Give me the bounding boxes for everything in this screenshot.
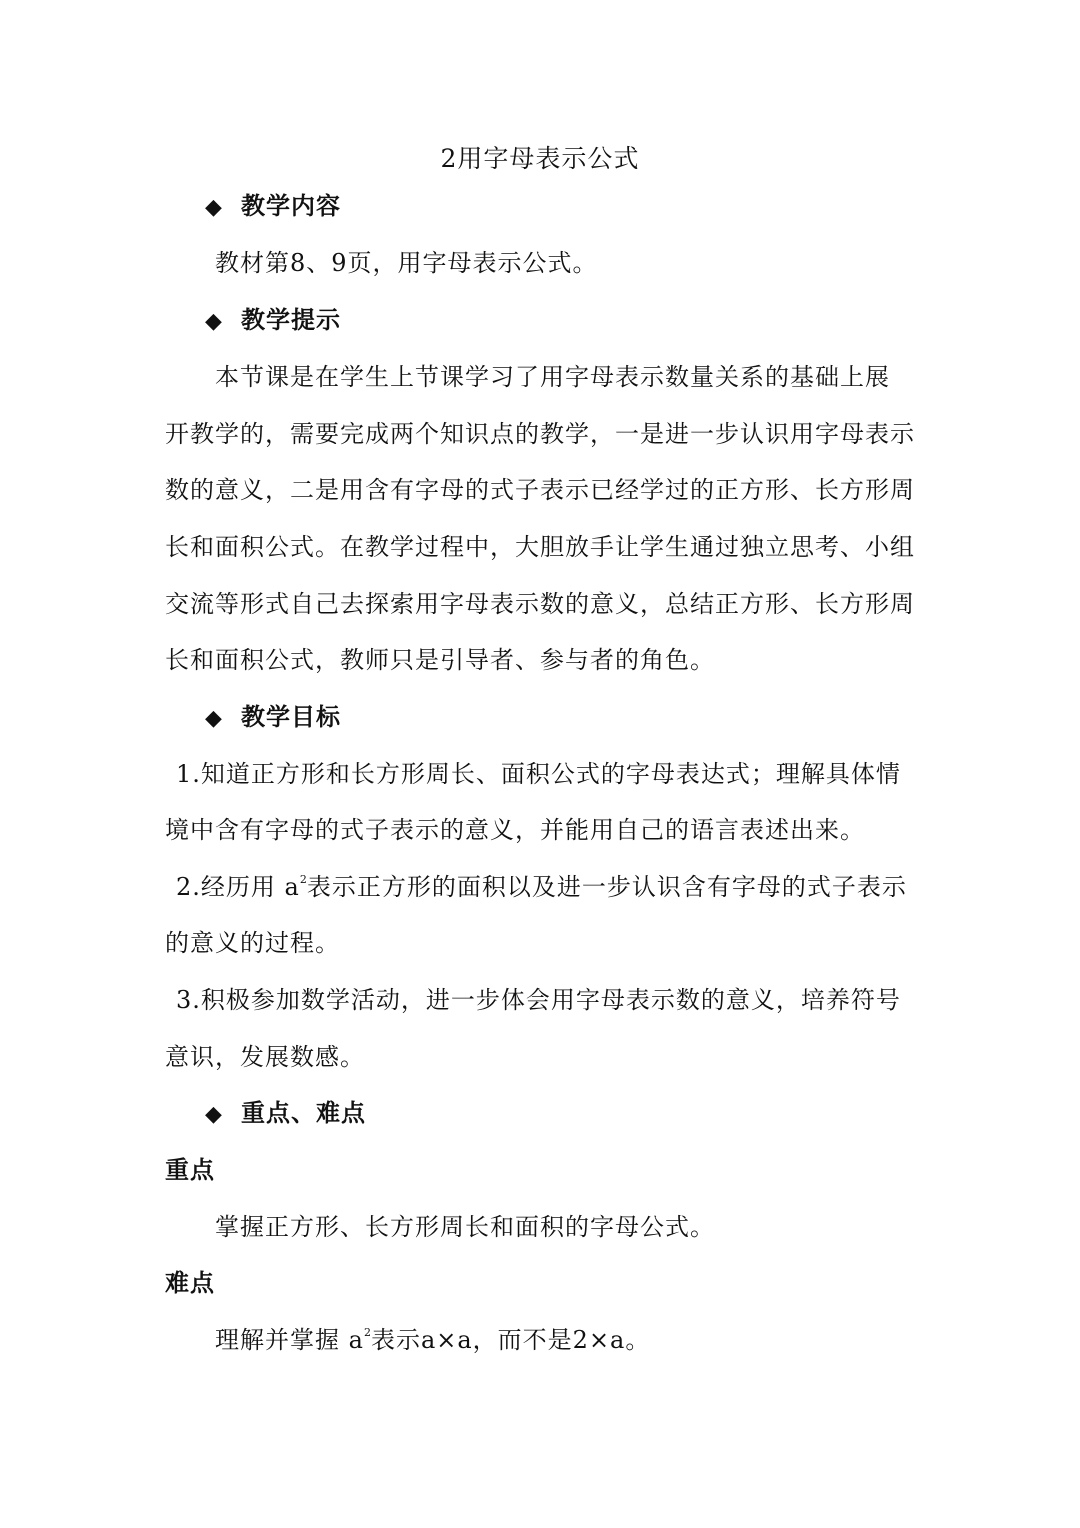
diamond-bullet-icon: ◆	[205, 309, 223, 334]
difficult-point-suffix: 表示a×a，而不是2×a。	[370, 1326, 651, 1354]
tips-paragraph-line: 开教学的，需要完成两个知识点的教学，一是进一步认识用字母表示	[165, 420, 915, 448]
page-title: 2用字母表示公式	[440, 144, 640, 173]
difficult-point-prefix: 理解并掌握	[215, 1326, 340, 1354]
difficult-point-label: 难点	[165, 1269, 215, 1297]
diamond-bullet-icon: ◆	[205, 706, 223, 731]
goal-item-2-line-1	[176, 870, 917, 904]
goal-item-3-line-1: 3.积极参加数学活动，进一步体会用字母表示数的意义，培养符号	[176, 986, 901, 1014]
goal-item-1-line-2: 境中含有字母的式子表示的意义，并能用自己的语言表述出来。	[165, 816, 865, 844]
difficult-point-variable: a	[348, 1326, 364, 1354]
section-heading-label: 教学提示	[241, 306, 341, 334]
goal-item-2-exponent: 2	[299, 873, 307, 886]
goal-item-3-line-2: 意识，发展数感。	[165, 1043, 365, 1071]
tips-paragraph-line: 长和面积公式，教师只是引导者、参与者的角色。	[165, 646, 715, 674]
goal-item-1-line-1: 1.知道正方形和长方形周长、面积公式的字母表达式；理解具体情	[176, 760, 901, 788]
diamond-bullet-icon: ◆	[205, 195, 223, 220]
tips-paragraph-line: 本节课是在学生上节课学习了用字母表示数量关系的基础上展	[215, 363, 890, 391]
section-heading-content	[205, 189, 957, 225]
key-point-label: 重点	[165, 1156, 215, 1184]
tips-paragraph-line: 数的意义，二是用含有字母的式子表示已经学过的正方形、长方形周	[165, 476, 915, 504]
section-heading-goals	[205, 700, 957, 736]
difficult-point-text	[215, 1323, 967, 1357]
difficult-point-exponent: 2	[363, 1326, 371, 1339]
section-heading-key-points	[205, 1096, 957, 1132]
diamond-bullet-icon: ◆	[205, 1102, 223, 1127]
goal-item-2-prefix: 2.经历用	[176, 873, 276, 901]
key-point-text: 掌握正方形、长方形周长和面积的字母公式。	[215, 1213, 715, 1241]
goal-item-2-line-2: 的意义的过程。	[165, 929, 340, 957]
section-heading-label: 教学内容	[241, 192, 341, 220]
tips-paragraph-line: 交流等形式自己去探索用字母表示数的意义，总结正方形、长方形周	[165, 590, 915, 618]
goal-item-2-variable: a	[284, 873, 300, 901]
section-heading-label: 教学目标	[241, 703, 341, 731]
content-text: 教材第8、9页，用字母表示公式。	[215, 249, 598, 277]
tips-paragraph-line: 长和面积公式。在教学过程中，大胆放手让学生通过独立思考、小组	[165, 533, 915, 561]
section-heading-tips	[205, 303, 957, 339]
section-heading-label: 重点、难点	[241, 1099, 366, 1127]
goal-item-2-suffix: 表示正方形的面积以及进一步认识含有字母的式子表示	[306, 873, 907, 901]
